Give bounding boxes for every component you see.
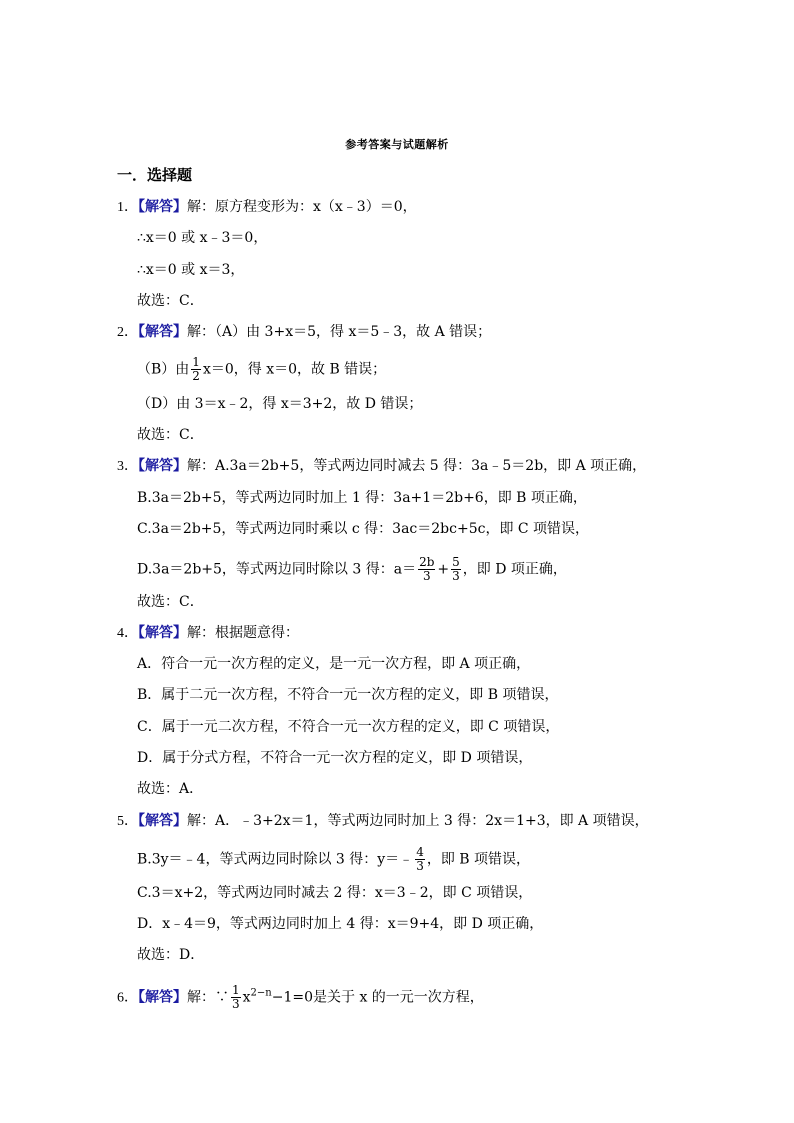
q3-line-3: C.3a＝2b+5，等式两边同时乘以 c 得：3ac＝2bc+5c，即 C 项错误， bbox=[137, 521, 590, 537]
q3-answer: 故选：C． bbox=[137, 594, 204, 610]
q3-text: 解：A.3a＝2b+5，等式两边同时减去 5 得：3a﹣5＝2b，即 A 项正确， bbox=[187, 458, 647, 474]
q4-option-a: A．符合一元一次方程的定义，是一元一次方程，即 A 项正确， bbox=[137, 656, 531, 672]
plus-sign: + bbox=[437, 561, 450, 578]
q2-text: 解：（A）由 3+x＝5，得 x＝5﹣3，故 A 错误； bbox=[187, 324, 492, 340]
q6-number: 6． bbox=[117, 990, 138, 1006]
q5-line-4: D．x﹣4＝9，等式两边同时加上 4 得：x＝9+4，即 D 项正确， bbox=[137, 916, 544, 932]
q2-b-prefix: （B）由 bbox=[137, 361, 190, 378]
q6-line-1 bbox=[117, 984, 484, 1011]
answer-tag: 【解答】 bbox=[138, 458, 187, 474]
q4-option-b: B．属于二元一次方程，不符合一元一次方程的定义，即 B 项错误， bbox=[137, 687, 559, 703]
fraction bbox=[415, 846, 425, 873]
fraction bbox=[451, 556, 461, 583]
fraction-numerator: 2b bbox=[419, 555, 435, 569]
q5-line-3: C.3＝x+2，等式两边同时减去 2 得：x＝3﹣2，即 C 项错误， bbox=[137, 885, 533, 901]
section-heading: 一．选择题 bbox=[117, 166, 193, 184]
answer-tag: 【解答】 bbox=[138, 199, 187, 215]
q5-line-2 bbox=[137, 846, 530, 873]
fraction-denominator: 3 bbox=[422, 569, 431, 583]
q1-line-1 bbox=[117, 198, 417, 217]
fraction-numerator: 1 bbox=[232, 983, 240, 997]
fraction-denominator: 3 bbox=[416, 859, 424, 873]
q3-number: 3． bbox=[117, 459, 138, 474]
q4-number: 4． bbox=[117, 626, 138, 641]
q3-line-4 bbox=[137, 556, 567, 583]
fraction bbox=[418, 556, 435, 583]
fraction-numerator: 5 bbox=[452, 555, 460, 569]
q6-rest: −1=0是关于 x 的一元一次方程， bbox=[271, 989, 484, 1006]
q2-line-2 bbox=[137, 356, 386, 383]
fraction bbox=[231, 984, 241, 1011]
q4-answer: 故选：A． bbox=[137, 781, 204, 797]
q1-number: 1． bbox=[117, 200, 138, 215]
q2-line-3: （D）由 3＝x﹣2，得 x＝3+2，故 D 错误； bbox=[137, 396, 423, 412]
answer-tag: 【解答】 bbox=[138, 813, 187, 829]
fraction-denominator: 3 bbox=[452, 569, 460, 583]
answer-tag: 【解答】 bbox=[138, 324, 187, 340]
q5-line-1 bbox=[117, 812, 649, 831]
q1-line-3: ∴x＝0 或 x＝3， bbox=[137, 262, 245, 278]
fraction-denominator: 2 bbox=[192, 369, 200, 383]
q3-d-suffix: ，即 D 项正确， bbox=[462, 561, 567, 578]
q2-b-suffix: x＝0，得 x＝0，故 B 错误； bbox=[202, 361, 387, 378]
fraction bbox=[191, 356, 201, 383]
q3-d-prefix: D.3a＝2b+5，等式两边同时除以 3 得：a＝ bbox=[137, 561, 417, 578]
q1-answer: 故选：C． bbox=[137, 293, 204, 309]
q5-b-suffix: ，即 B 项错误， bbox=[426, 851, 531, 868]
q2-answer: 故选：C． bbox=[137, 427, 204, 443]
q6-variable: x bbox=[242, 989, 251, 1006]
q1-line-2: ∴x＝0 或 x﹣3＝0， bbox=[137, 230, 268, 246]
q2-line-1 bbox=[117, 323, 491, 342]
q2-number: 2． bbox=[117, 325, 138, 340]
q6-exponent: 2−n bbox=[250, 987, 272, 999]
q4-line-1 bbox=[117, 624, 299, 643]
page-title: 参考答案与试题解析 bbox=[345, 138, 449, 151]
q6-text: 解：∵ bbox=[187, 989, 229, 1006]
fraction-numerator: 1 bbox=[192, 355, 200, 369]
q3-line-2: B.3a＝2b+5，等式两边同时加上 1 得：3a+1＝2b+6，即 B 项正确， bbox=[137, 490, 587, 506]
q4-option-d: D．属于分式方程，不符合一元一次方程的定义，即 D 项错误， bbox=[137, 750, 533, 766]
answer-tag: 【解答】 bbox=[138, 989, 187, 1006]
q3-line-1 bbox=[117, 457, 646, 476]
answer-tag: 【解答】 bbox=[138, 625, 187, 641]
q5-number: 5． bbox=[117, 814, 138, 829]
q4-text: 解：根据题意得： bbox=[187, 625, 299, 641]
q4-option-c: C．属于一元二次方程，不符合一元一次方程的定义，即 C 项错误， bbox=[137, 719, 560, 735]
q5-answer: 故选：D． bbox=[137, 947, 205, 963]
q1-text: 解：原方程变形为：x（x﹣3）＝0， bbox=[187, 199, 417, 215]
q5-b-prefix: B.3y＝﹣4，等式两边同时除以 3 得：y＝﹣ bbox=[137, 851, 414, 868]
fraction-numerator: 4 bbox=[416, 845, 424, 859]
q5-text: 解：A．﹣3+2x＝1，等式两边同时加上 3 得：2x＝1+3，即 A 项错误， bbox=[187, 813, 649, 829]
fraction-denominator: 3 bbox=[232, 997, 240, 1011]
